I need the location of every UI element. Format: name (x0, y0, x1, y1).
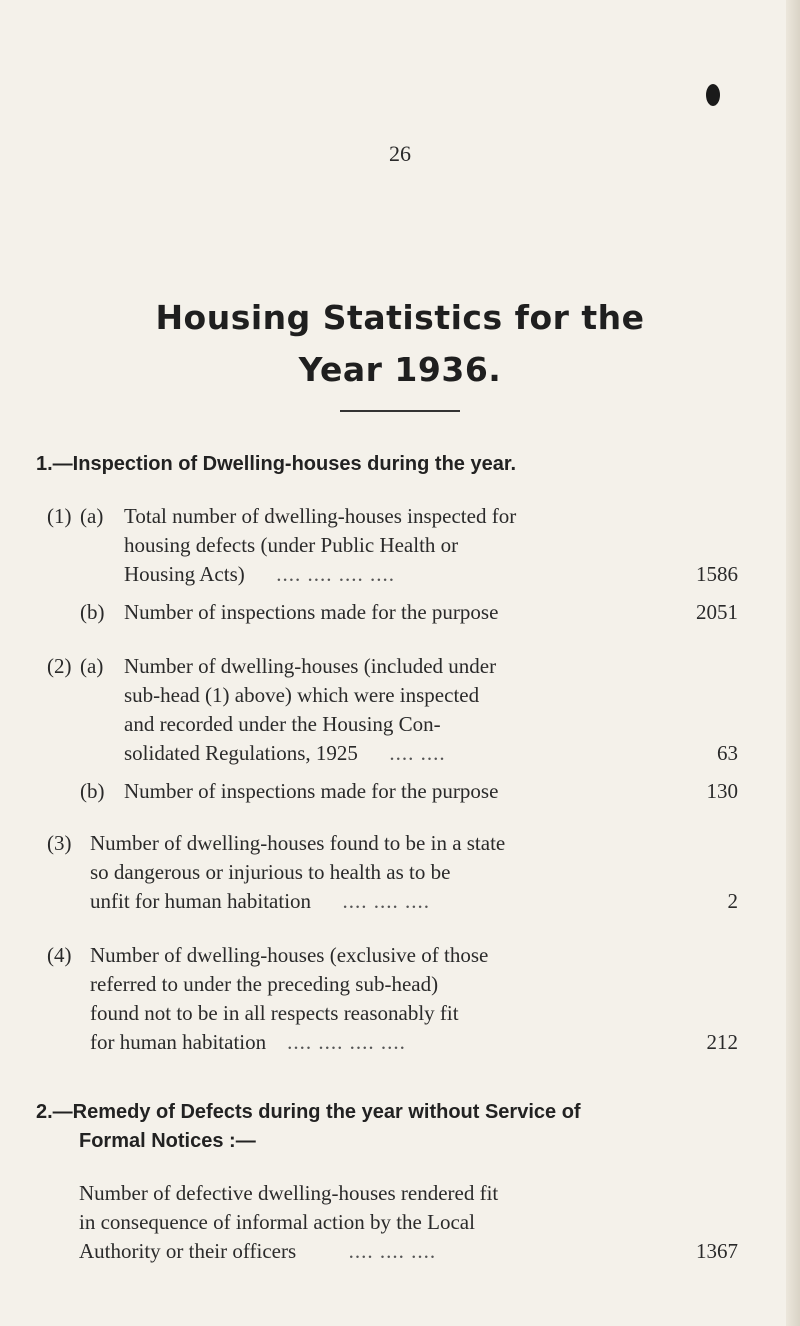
section-2-line-3-text: Authority or their officers (79, 1239, 297, 1263)
page-number: 26 (389, 141, 411, 166)
item-3-line-2: so dangerous or injurious to health as to be (90, 860, 451, 884)
item-1a-line-3-text: Housing Acts) (124, 562, 245, 586)
section-2-heading-line-1: 2.—Remedy of Defects during the year without Service of (36, 1101, 581, 1123)
item-4-line-3: found not to be in all respects reasonably fit (90, 1001, 459, 1025)
item-2a-line-2: sub-head (1) above) which were inspected (124, 683, 480, 707)
section-2-heading-line-2: Formal Notices :— (79, 1130, 256, 1152)
item-1-number: (1) (47, 504, 72, 528)
item-1b-value: 2051 (696, 600, 738, 624)
section-2-line-1: Number of defective dwelling-houses rendered fit (79, 1181, 499, 1205)
item-1b-text: Number of inspections made for the purpose (124, 600, 499, 624)
item-4-line-1: Number of dwelling-houses (exclusive of those (90, 943, 489, 967)
leader-dots: .... .... .... .... (276, 562, 395, 586)
item-1b-label: (b) (80, 600, 105, 624)
item-4-value: 212 (706, 1030, 738, 1054)
item-2-number: (2) (47, 654, 72, 678)
ink-blot (706, 84, 720, 106)
item-4-line-2: referred to under the preceding sub-head) (90, 972, 439, 996)
leader-dots: .... .... (389, 741, 446, 765)
item-2a-label: (a) (80, 654, 104, 678)
page-title (100, 292, 700, 396)
item-4-number: (4) (47, 943, 72, 967)
item-2a-value: 63 (717, 741, 738, 765)
title-line-2: Year 1936. (298, 350, 502, 389)
item-4-line-4-text: for human habitation (90, 1030, 267, 1054)
title-divider (340, 410, 460, 412)
item-2a-line-1: Number of dwelling-houses (included under (124, 654, 497, 678)
item-3-line-1: Number of dwelling-houses found to be in a state (90, 831, 506, 855)
section-2-line-3 (79, 1237, 436, 1265)
item-4-line-4 (90, 1028, 406, 1056)
item-2a-line-4-text: solidated Regulations, 1925 (124, 741, 358, 765)
item-2b-text: Number of inspections made for the purpose (124, 779, 499, 803)
item-1a-line-1: Total number of dwelling-houses inspected for (124, 504, 517, 528)
leader-dots: .... .... .... .... (287, 1030, 406, 1054)
item-3-line-3 (90, 887, 430, 915)
section-2-line-2: in consequence of informal action by the Local (79, 1210, 475, 1234)
item-1a-line-3 (124, 560, 395, 588)
item-2b-value: 130 (706, 779, 738, 803)
section-1-heading: 1.—Inspection of Dwelling-houses during the year. (36, 453, 517, 475)
item-1a-line-2: housing defects (under Public Health or (124, 533, 459, 557)
item-1a-value: 1586 (696, 562, 738, 586)
item-3-number: (3) (47, 831, 72, 855)
item-3-value: 2 (727, 889, 738, 913)
page-edge (786, 0, 800, 1326)
item-2b-label: (b) (80, 779, 105, 803)
title-line-1: Housing Statistics for the (155, 298, 645, 337)
item-2a-line-4 (124, 739, 446, 767)
leader-dots: .... .... .... (348, 1239, 437, 1263)
item-1a-label: (a) (80, 504, 104, 528)
leader-dots: .... .... .... (342, 889, 431, 913)
item-3-line-3-text: unfit for human habitation (90, 889, 312, 913)
item-2a-line-3: and recorded under the Housing Con- (124, 712, 441, 736)
section-2-value: 1367 (696, 1239, 738, 1263)
